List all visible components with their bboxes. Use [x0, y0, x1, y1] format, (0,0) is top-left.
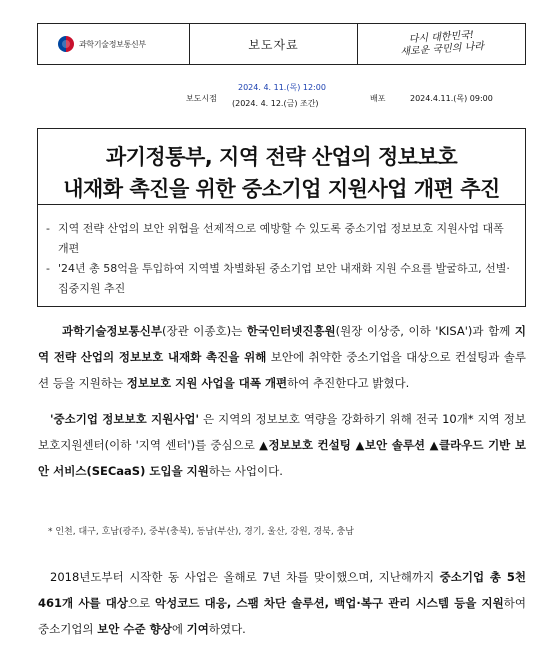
- distribution-label: 배포: [370, 94, 386, 103]
- emphasis-text: 악성코드 대응, 스팸 차단 솔루션, 백업·복구 관리 시스템 등을 지원: [155, 596, 504, 610]
- agency-name: 한국인터넷진흥원: [246, 324, 336, 338]
- text-run: 하는 사업이다.: [208, 464, 283, 478]
- subtitle-item: [46, 259, 511, 299]
- subtitle-item: [46, 219, 511, 259]
- text-run: 하여 추진한다고 밝혔다.: [287, 376, 410, 390]
- body-paragraph-1: [38, 318, 526, 396]
- emphasis-text: ▲정보보호 컨설팅 ▲보안 솔루션 ▲클라우드 기반 보안 서비스(SECaaS) 도입을 지원: [38, 438, 526, 478]
- text-run: 2018년도부터 시작한 동 사업은 올해로 7년 차를 맞이했으며, 지난해까지: [50, 570, 440, 584]
- emphasis-text: 보안 수준 향상: [97, 622, 172, 636]
- document-type-label: 보도자료: [190, 24, 358, 64]
- program-name: '중소기업 정보보호 지원사업': [50, 412, 200, 426]
- dash-bullet: -: [46, 262, 50, 275]
- embargo-label: 보도시점: [186, 94, 217, 103]
- dash-bullet: -: [46, 222, 50, 235]
- text-run: 하여 중소기업의: [38, 596, 526, 636]
- emphasis-text: 중소기업 총 5천461개 사를 대상: [38, 570, 526, 610]
- embargo-paper-date: (2024. 4. 12.(금) 조간): [232, 99, 319, 108]
- government-emblem-icon: [58, 36, 74, 52]
- ministry-logo: [38, 24, 190, 64]
- emphasis-text: 지역 전략 산업의 정보보호 내재화 촉진을 위해: [38, 324, 526, 364]
- body-paragraph-2: [38, 406, 526, 484]
- org-name: 과학기술정보통신부: [62, 324, 162, 338]
- press-release-header: [37, 23, 526, 65]
- emphasis-text: 정보보호 지원 사업을 대폭 개편: [126, 376, 288, 390]
- subtitle-text: 지역 전략 산업의 보안 위협을 선제적으로 예방할 수 있도록 중소기업 정보보호 지원사업 대폭 개편: [58, 222, 504, 255]
- headline-box: [37, 128, 526, 204]
- headline-line-2: 내재화 촉진을 위한 중소기업 지원사업 개편 추진: [63, 177, 500, 201]
- subtitle-box: [37, 204, 526, 307]
- ministry-logo-text: 과학기술정보통신부: [79, 39, 146, 49]
- text-run: 은 지역의 정보보호 역량을 강화하기 위해 전국 10개* 지역 정보보호지원센터(이하 '지역 센터')를 중심으로: [38, 412, 526, 452]
- text-run: 보안에 취약한 중소기업을 대상으로 컨설팅과 솔루션 등을 지원하는: [38, 350, 526, 390]
- footnote: * 인천, 대구, 호남(광주), 중부(충북), 동남(부산), 경기, 울산, 강원, 경북, 충남: [48, 527, 354, 537]
- text-run: 으로: [127, 596, 156, 610]
- emphasis-text: 기여: [186, 622, 209, 636]
- subtitle-text: '24년 총 58억을 투입하여 지역별 차별화된 중소기업 보안 내재화 지원 수요를 발굴하고, 선별·집중지원 추진: [58, 262, 510, 295]
- embargo-date: 2024. 4. 11.(목) 12:00: [238, 83, 326, 92]
- slogan-line-2: 새로운 국민의 나라: [399, 41, 484, 58]
- text-run: 하였다.: [208, 622, 246, 636]
- government-slogan: [358, 24, 525, 64]
- body-paragraph-3: [38, 564, 526, 642]
- text-run: 에: [171, 622, 187, 636]
- distribution-date: 2024.4.11.(목) 09:00: [410, 94, 493, 103]
- text-run: (원장 이상중, 이하 'KISA')과 함께: [335, 324, 515, 338]
- text-run: (장관 이종호)는: [161, 324, 247, 338]
- headline-line-1: 과기정통부, 지역 전략 산업의 정보보호: [105, 145, 458, 169]
- slogan-line-1: 다시 대한민국!: [408, 29, 474, 46]
